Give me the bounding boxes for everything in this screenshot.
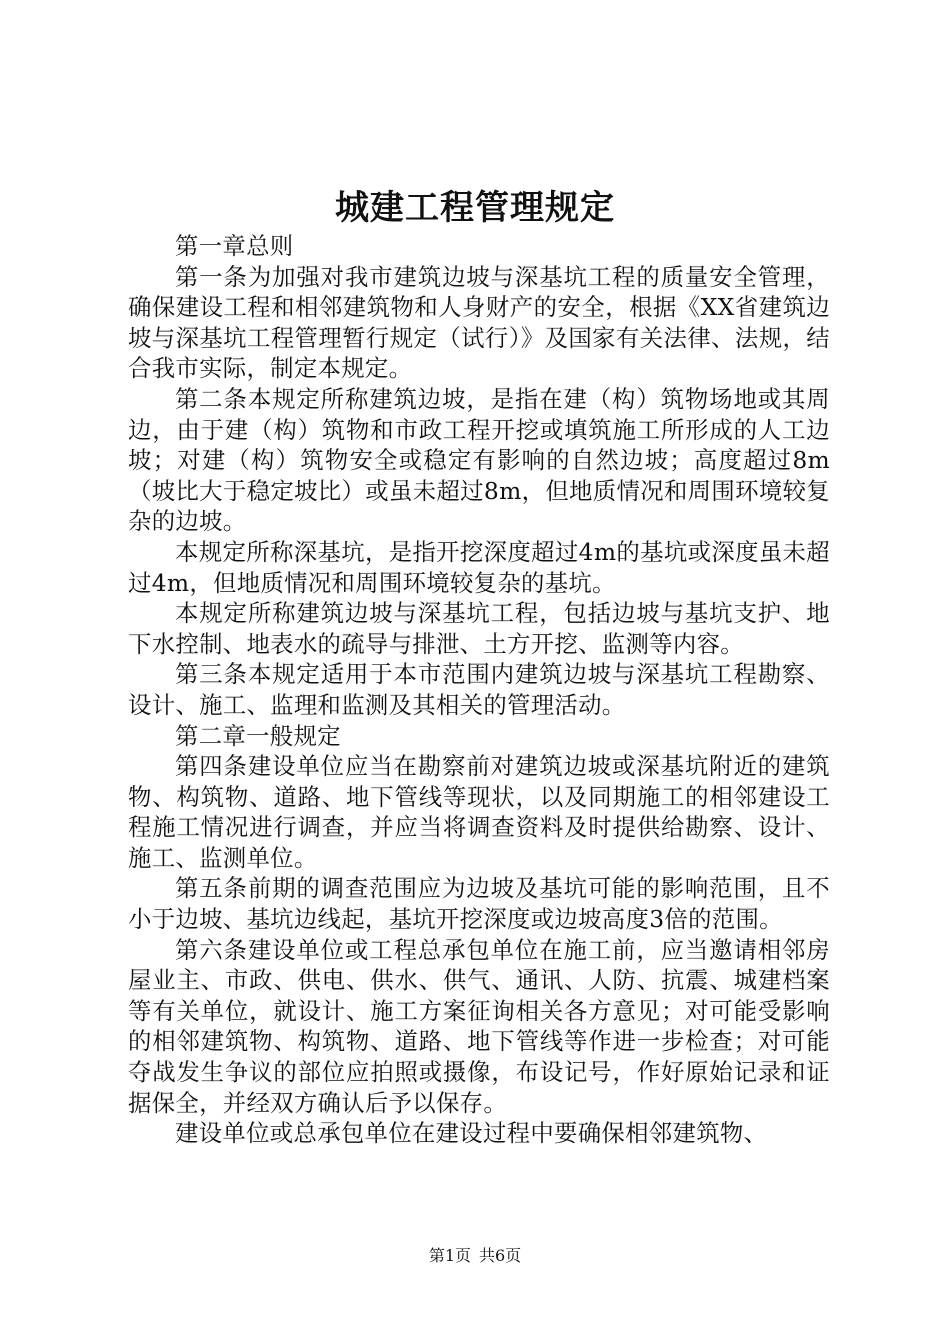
article-paragraph: 第五条前期的调查范围应为边坡及基坑可能的影响范围，且不小于边坡、基坑边线起，基坑开挖深度或边坡高度3倍的范围。	[128, 874, 830, 934]
article-paragraph: 本规定所称深基坑，是指开挖深度超过4m的基坑或深度虽未超过4m，但地质情况和周围环境较复杂的基坑。	[128, 537, 830, 597]
page-footer	[0, 1244, 950, 1268]
document-body	[128, 231, 830, 1149]
article-paragraph: 本规定所称建筑边坡与深基坑工程，包括边坡与基坑支护、地下水控制、地表水的疏导与排泄、土方开挖、监测等内容。	[128, 599, 830, 658]
chapter-heading: 第二章一般规定	[175, 721, 341, 750]
page-total: 共6页	[479, 1246, 522, 1265]
article-paragraph: 第四条建设单位应当在勘察前对建筑边坡或深基坑附近的建筑物、构筑物、道路、地下管线等现状，以及同期施工的相邻建设工程施工情况进行调查，并应当将调查资料及时提供给勘察、设计、施工、监测单位。	[128, 752, 830, 872]
article-paragraph: 第六条建设单位或工程总承包单位在施工前，应当邀请相邻房屋业主、市政、供电、供水、供气、通讯、人防、抗震、城建档案等有关单位，就设计、施工方案征询相关各方意见；对可能受影响的相邻建筑物、构筑物、道路、地下管线等作进一步检查；对可能夺战发生争议的部位应拍照或摄像，布设记号，作好原始记录和证据保全，并经双方确认后予以保存。	[128, 935, 830, 1117]
article-paragraph: 第一条为加强对我市建筑边坡与深基坑工程的质量安全管理，确保建设工程和相邻建筑物和人身财产的安全，根据《XX省建筑边坡与深基坑工程管理暂行规定（试行）》及国家有关法律、法规，结合我市实际，制定本规定。	[128, 262, 830, 383]
chapter-heading: 第一章总则	[175, 232, 294, 260]
page-number: 第1页	[428, 1246, 471, 1265]
document-title: 城建工程管理规定	[335, 188, 615, 228]
article-paragraph: 第三条本规定适用于本市范围内建筑边坡与深基坑工程勘察、设计、施工、监理和监测及其相关的管理活动。	[128, 660, 830, 719]
article-paragraph: 建设单位或总承包单位在建设过程中要确保相邻建筑物、	[175, 1119, 768, 1148]
article-paragraph: 第二条本规定所称建筑边坡，是指在建（构）筑物场地或其周边，由于建（构）筑物和市政工程开挖或填筑施工所形成的人工边坡；对建（构）筑物安全或稳定有影响的自然边坡；高度超过8m（坡比大于稳定坡比）或虽未超过8m，但地质情况和周围环境较复杂的边坡。	[128, 384, 830, 536]
